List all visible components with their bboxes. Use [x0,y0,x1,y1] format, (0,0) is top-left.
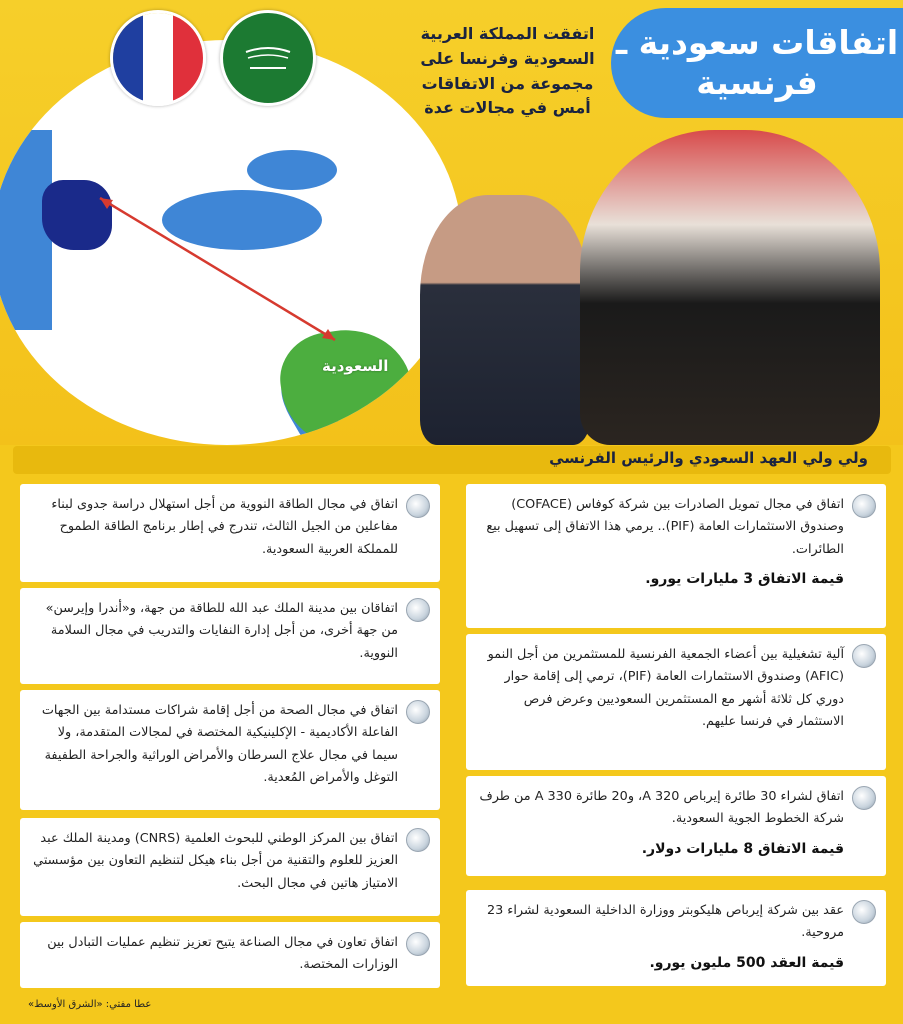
agreement-value: قيمة الاتفاق 3 مليارات يورو. [645,571,844,588]
agreement-text: اتفاق لشراء 30 طائرة إيرباص A 320، و20 طائرة A 330 من طرف شركة الخطوط الجوية السعودية. [479,789,844,827]
agreement-text: اتفاق بين المركز الوطني للبحوث العلمية (CNRS) ومدينة الملك عبد العزيز للعلوم والتقنية من أجل بناء هيكل لتنظيم التعاون بين مؤسستي الامتياز هاتين في مجال البحث. [33,831,398,891]
bullet-icon [852,644,876,668]
intro-text: اتفقت المملكة العربية السعودية وفرنسا على مجموعة من الاتفاقات أمس في مجالات عدة [420,24,595,118]
photo-french-president [420,195,590,445]
agreement-card [20,484,440,582]
bullet-icon [406,598,430,622]
agreement-text: اتفاق في مجال الطاقة النووية من أجل استهلال دراسة جدوى لبناء مفاعلين من الجيل الثالث، تندرج في إطار برنامج الطاقة الطموح للمملكة العربية السعودية. [51,497,398,557]
agreement-card [466,776,886,876]
agreement-card [20,690,440,810]
title-line-2: فرنسية [696,63,818,102]
bullet-icon [852,494,876,518]
bullet-icon [406,932,430,956]
france-flag-icon [110,10,206,106]
title-box [611,8,903,118]
agreement-card [466,890,886,986]
bullet-icon [406,828,430,852]
bullet-icon [852,900,876,924]
map-label-france: فرنسا [58,155,104,173]
agreement-value: قيمة الاتفاق 8 مليارات دولار. [641,840,844,857]
saudi-flag-icon [220,10,316,106]
photo-saudi-crown-prince [580,130,880,445]
header-area [0,0,903,445]
photo-caption: ولي ولي العهد السعودي والرئيس الفرنسي [549,449,868,467]
agreement-card [20,588,440,684]
agreement-card [466,634,886,770]
agreement-text: اتفاق تعاون في مجال الصناعة يتيح تعزيز تنظيم عمليات التبادل بين الوزارات المختصة. [47,935,398,973]
agreement-card [466,484,886,628]
map-label-saudi: السعودية [322,357,389,375]
agreement-text: اتفاق في مجال الصحة من أجل إقامة شراكات مستدامة بين الجهات الفاعلة الأكاديمية - الإكلينيكية المختصة في لمجالات المتقدمة، ولا سيما في مجال علاج السرطان والأمراض الوراثية والجراحة الطفيفة التوغل والأمراض المُعدية. [41,703,398,786]
bullet-icon [406,700,430,724]
agreement-text: عقد بين شركة إيرباص هليكوبتر ووزارة الداخلية السعودية لشراء 23 مروحية. [486,903,844,941]
agreement-card [20,818,440,916]
bullet-icon [406,494,430,518]
bullet-icon [852,786,876,810]
agreement-text: اتفاقان بين مدينة الملك عبد الله للطاقة من جهة، و«أندرا وإيرسن» من جهة أخرى، من أجل إدارة النفايات والتدريب في مجال السلامة النووية. [45,601,398,661]
agreement-value: قيمة العقد 500 مليون يورو. [649,954,844,971]
source-credit: عطا مفتي: «الشرق الأوسط» [28,999,152,1010]
agreement-card [20,922,440,988]
title-line-1: اتفاقات سعودية ـ [615,23,899,63]
agreement-text: آلية تشغيلية بين أعضاء الجمعية الفرنسية للمستثمرين من أجل النمو (AFIC) وصندوق الاستثمارات العامة (PIF)، ترمي إلى إقامة حوار دوري كل ثلاثة أشهر مع المستثمرين السعوديين وعرض فرص الاستثمار في فرنسا عليهم. [487,647,844,730]
agreement-text: اتفاق في مجال تمويل الصادرات بين شركة كوفاس (COFACE) وصندوق الاستثمارات العامة (PIF).. يرمي هذا الاتفاق إلى تسهيل بيع الطائرات. [486,497,844,557]
